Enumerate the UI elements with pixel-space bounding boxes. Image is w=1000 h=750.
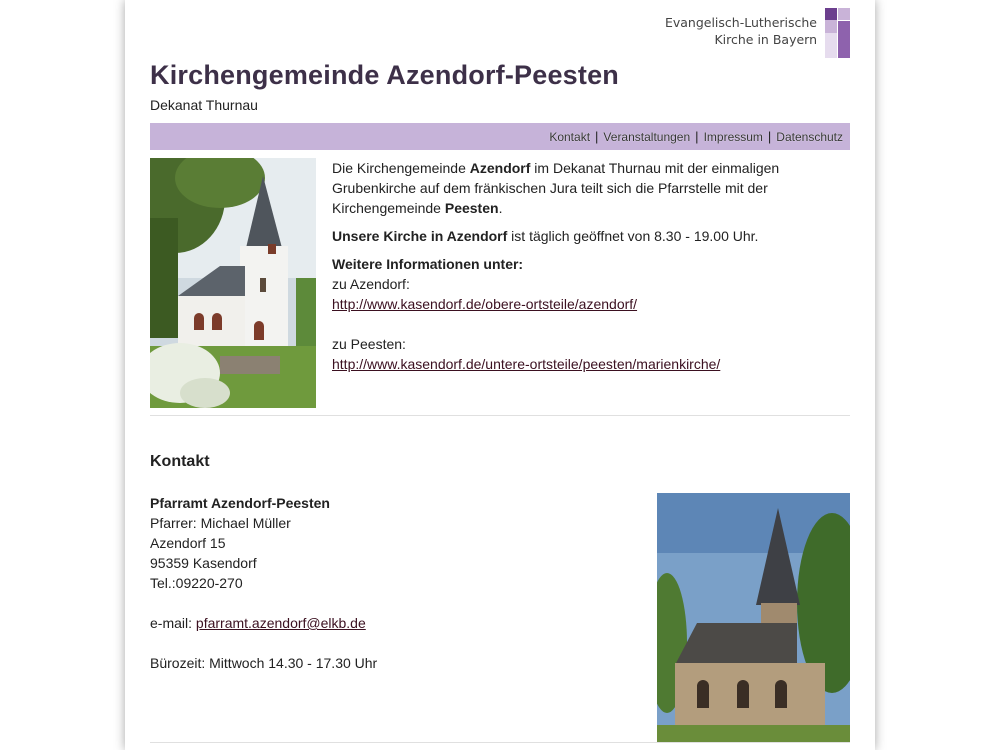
nav-item-veranstaltungen[interactable]: Veranstaltungen: [603, 129, 691, 144]
divider: [150, 415, 850, 416]
page-subtitle: Dekanat Thurnau: [150, 97, 258, 113]
intro-text: [332, 158, 857, 374]
divider: [150, 742, 850, 743]
logo-line-2: Kirche in Bayern: [714, 32, 817, 47]
azendorf-label: zu Azendorf:: [332, 276, 410, 292]
logo-line-1: Evangelisch-Lutherische: [664, 15, 817, 30]
peesten-label: zu Peesten:: [332, 336, 406, 352]
contact-block: [150, 493, 600, 673]
nav-item-kontakt[interactable]: Kontakt: [549, 129, 591, 144]
pastor-name: Pfarrer: Michael Müller: [150, 515, 291, 531]
intro-text-part: im Dekanat Thurnau mit der einmaligen Grubenkirche auf dem fränkischen Jura teilt sich die Pfarrstelle mit der Kirchengemeinde: [332, 160, 780, 216]
intro-text-part: Die Kirchengemeinde: [332, 160, 470, 176]
logo-text: [665, 14, 817, 48]
peesten-link[interactable]: http://www.kasendorf.de/untere-ortsteile/peesten/marienkirche/: [332, 356, 721, 372]
office-name: Pfarramt Azendorf-Peesten: [150, 495, 330, 511]
nav-item-impressum[interactable]: Impressum: [703, 129, 763, 144]
intro-peesten-bold: Peesten: [444, 200, 499, 216]
logo-mark-icon: [825, 8, 850, 58]
page-container: [125, 0, 875, 750]
page-title: Kirchengemeinde Azendorf-Peesten: [150, 60, 619, 90]
more-info-heading: Weitere Informationen unter:: [332, 256, 524, 272]
phone-number: Tel.:09220-270: [150, 575, 243, 591]
main-nav: [150, 123, 850, 150]
more-info-block: [332, 254, 857, 374]
address-street: Azendorf 15: [150, 535, 226, 551]
address-city: 95359 Kasendorf: [150, 555, 257, 571]
nav-separator: |: [767, 129, 772, 144]
elkb-logo[interactable]: [665, 8, 850, 58]
nav-separator: |: [595, 129, 599, 144]
nav-separator: |: [695, 129, 699, 144]
church-photo-azendorf: [150, 158, 316, 408]
opening-hours-label: Unsere Kirche in Azendorf: [332, 228, 508, 244]
office-hours: Bürozeit: Mittwoch 14.30 - 17.30 Uhr: [150, 655, 378, 671]
intro-text-part: .: [498, 200, 503, 216]
azendorf-link[interactable]: http://www.kasendorf.de/obere-ortsteile/azendorf/: [332, 296, 638, 312]
opening-hours-paragraph: [332, 226, 857, 246]
email-label: e-mail:: [150, 615, 196, 631]
opening-hours-text: ist täglich geöffnet von 8.30 - 19.00 Uhr.: [507, 228, 759, 244]
contact-heading: Kontakt: [150, 453, 210, 470]
nav-item-datenschutz[interactable]: Datenschutz: [776, 129, 843, 144]
church-photo-peesten: [657, 493, 850, 742]
intro-paragraph: [332, 158, 857, 218]
intro-azendorf-bold: Azendorf: [469, 160, 531, 176]
email-link[interactable]: pfarramt.azendorf@elkb.de: [195, 615, 366, 631]
